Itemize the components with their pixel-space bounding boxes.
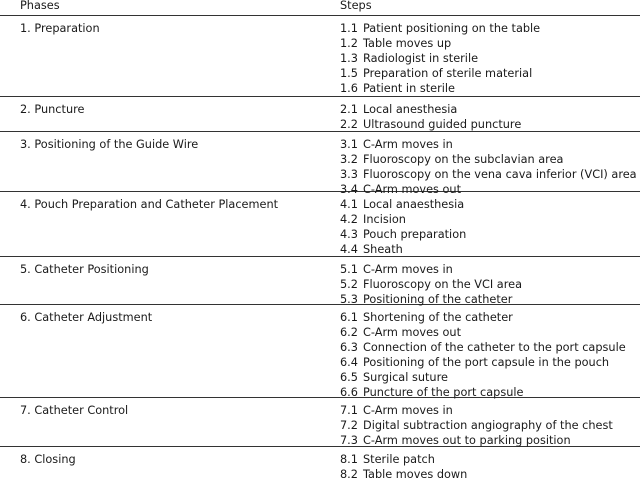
step-number: 5.3 bbox=[340, 293, 358, 306]
steps-list bbox=[340, 102, 521, 132]
step-text: Pouch preparation bbox=[363, 228, 467, 241]
table-row bbox=[0, 192, 640, 257]
step-item bbox=[340, 467, 467, 482]
step-text: Table moves down bbox=[363, 468, 468, 481]
step-number: 1.1 bbox=[340, 22, 358, 35]
step-item bbox=[340, 325, 626, 340]
step-text: Preparation of sterile material bbox=[363, 67, 533, 80]
step-number: 5.1 bbox=[340, 263, 358, 276]
step-item bbox=[340, 197, 466, 212]
step-item bbox=[340, 310, 626, 325]
table-row bbox=[0, 16, 640, 97]
steps-list bbox=[340, 137, 637, 197]
step-text: Shortening of the catheter bbox=[363, 311, 513, 324]
table-row bbox=[0, 97, 640, 132]
step-number: 7.3 bbox=[340, 434, 358, 447]
step-item bbox=[340, 242, 466, 257]
table-row bbox=[0, 257, 640, 305]
step-text: Surgical suture bbox=[363, 371, 448, 384]
step-number: 6.2 bbox=[340, 326, 358, 339]
step-text: Local anaesthesia bbox=[363, 198, 465, 211]
step-number: 6.6 bbox=[340, 386, 358, 399]
phase-label: 5. Catheter Positioning bbox=[20, 263, 149, 276]
step-number: 3.3 bbox=[340, 168, 358, 181]
table-row bbox=[0, 132, 640, 196]
step-text: Ultrasound guided puncture bbox=[363, 118, 522, 131]
step-number: 3.4 bbox=[340, 183, 358, 196]
step-number: 4.4 bbox=[340, 243, 358, 256]
phase-label: 6. Catheter Adjustment bbox=[20, 311, 153, 324]
step-number: 6.4 bbox=[340, 356, 358, 369]
phase-label: 4. Pouch Preparation and Catheter Placement bbox=[20, 198, 279, 211]
step-item bbox=[340, 21, 540, 36]
step-text: Positioning of the port capsule in the pouch bbox=[363, 356, 610, 369]
step-number: 2.1 bbox=[340, 103, 358, 116]
step-number: 5.2 bbox=[340, 278, 358, 291]
step-item bbox=[340, 167, 637, 182]
step-item bbox=[340, 102, 521, 117]
step-number: 2.2 bbox=[340, 118, 358, 131]
step-item bbox=[340, 137, 637, 152]
phase-label: 1. Preparation bbox=[20, 22, 100, 35]
step-text: Fluoroscopy on the subclavian area bbox=[363, 153, 564, 166]
step-text: Table moves up bbox=[363, 37, 452, 50]
step-number: 4.2 bbox=[340, 213, 358, 226]
step-text: Fluoroscopy on the vena cava inferior (VCI) area bbox=[363, 168, 637, 181]
step-item bbox=[340, 418, 613, 433]
step-item bbox=[340, 340, 626, 355]
steps-list bbox=[340, 21, 540, 96]
step-number: 1.3 bbox=[340, 52, 358, 65]
phase-label: 8. Closing bbox=[20, 453, 76, 466]
table-row bbox=[0, 305, 640, 398]
step-number: 6.3 bbox=[340, 341, 358, 354]
phase-label: 7. Catheter Control bbox=[20, 404, 129, 417]
step-text: Sheath bbox=[363, 243, 403, 256]
step-item bbox=[340, 212, 466, 227]
step-number: 6.5 bbox=[340, 371, 358, 384]
step-item bbox=[340, 81, 540, 96]
step-item bbox=[340, 152, 637, 167]
step-number: 6.1 bbox=[340, 311, 358, 324]
step-text: Sterile patch bbox=[363, 453, 435, 466]
step-number: 4.3 bbox=[340, 228, 358, 241]
step-item bbox=[340, 403, 613, 418]
step-number: 4.1 bbox=[340, 198, 358, 211]
step-item bbox=[340, 66, 540, 81]
step-item bbox=[340, 452, 467, 467]
step-item bbox=[340, 277, 522, 292]
step-text: C-Arm moves out to parking position bbox=[363, 434, 571, 447]
steps-list bbox=[340, 197, 466, 257]
step-text: Fluoroscopy on the VCI area bbox=[363, 278, 522, 291]
step-number: 1.2 bbox=[340, 37, 358, 50]
phase-label: 3. Positioning of the Guide Wire bbox=[20, 138, 199, 151]
step-text: Positioning of the catheter bbox=[363, 293, 513, 306]
table-header bbox=[0, 0, 640, 16]
table-row bbox=[0, 447, 640, 481]
step-text: Patient in sterile bbox=[363, 82, 455, 95]
step-text: Incision bbox=[363, 213, 406, 226]
step-item bbox=[340, 355, 626, 370]
step-number: 1.6 bbox=[340, 82, 358, 95]
steps-list bbox=[340, 262, 522, 307]
step-number: 3.1 bbox=[340, 138, 358, 151]
steps-list bbox=[340, 310, 626, 400]
step-number: 3.2 bbox=[340, 153, 358, 166]
step-number: 1.5 bbox=[340, 67, 358, 80]
header-phases: Phases bbox=[20, 0, 60, 12]
phase-label: 2. Puncture bbox=[20, 103, 85, 116]
step-text: C-Arm moves in bbox=[363, 263, 453, 276]
step-number: 7.1 bbox=[340, 404, 358, 417]
steps-list bbox=[340, 403, 613, 448]
step-text: C-Arm moves in bbox=[363, 138, 453, 151]
step-text: Patient positioning on the table bbox=[363, 22, 541, 35]
step-text: Connection of the catheter to the port capsule bbox=[363, 341, 626, 354]
header-steps: Steps bbox=[340, 0, 372, 12]
step-text: C-Arm moves out bbox=[363, 326, 462, 339]
step-item bbox=[340, 370, 626, 385]
step-item bbox=[340, 51, 540, 66]
step-number: 8.2 bbox=[340, 468, 358, 481]
step-item bbox=[340, 433, 613, 448]
step-item bbox=[340, 36, 540, 51]
step-text: Radiologist in sterile bbox=[363, 52, 479, 65]
step-text: Puncture of the port capsule bbox=[363, 386, 524, 399]
step-number: 7.2 bbox=[340, 419, 358, 432]
step-text: C-Arm moves out bbox=[363, 183, 462, 196]
step-item bbox=[340, 117, 521, 132]
table-row bbox=[0, 398, 640, 447]
step-number: 8.1 bbox=[340, 453, 358, 466]
step-text: C-Arm moves in bbox=[363, 404, 453, 417]
step-item bbox=[340, 262, 522, 277]
step-text: Digital subtraction angiography of the chest bbox=[363, 419, 613, 432]
step-item bbox=[340, 227, 466, 242]
step-text: Local anesthesia bbox=[363, 103, 458, 116]
